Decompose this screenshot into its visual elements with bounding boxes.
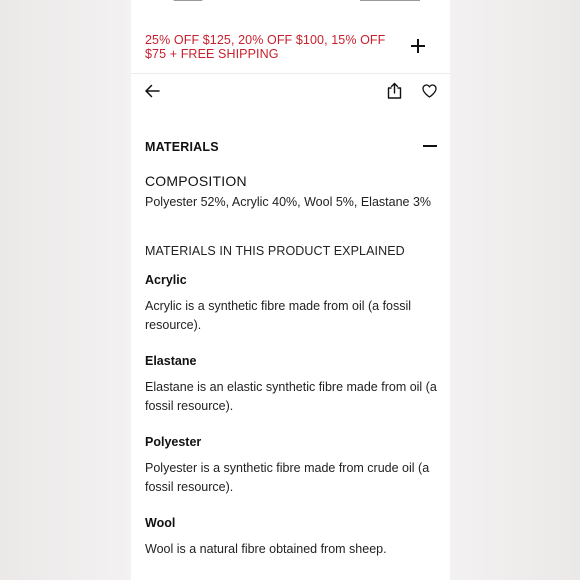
status-bar bbox=[131, 0, 450, 4]
status-icons-remnant bbox=[360, 0, 420, 1]
minus-icon[interactable] bbox=[423, 145, 437, 147]
composition-title: COMPOSITION bbox=[145, 173, 247, 189]
heart-icon[interactable] bbox=[422, 84, 437, 98]
composition-value: Polyester 52%, Acrylic 40%, Wool 5%, Elastane 3% bbox=[145, 195, 432, 209]
material-description: Elastane is an elastic synthetic fibre made from oil (a fossil resource). bbox=[145, 380, 437, 413]
material-description: Polyester is a synthetic fibre made from crude oil (a fossil resource). bbox=[145, 461, 430, 494]
material-item-wool bbox=[145, 516, 440, 559]
header-divider bbox=[131, 73, 450, 74]
material-item-acrylic bbox=[145, 273, 440, 335]
material-item-polyester bbox=[145, 435, 440, 497]
plus-icon[interactable] bbox=[411, 39, 425, 53]
material-description: Wool is a natural fibre obtained from sheep. bbox=[145, 542, 387, 556]
material-item-elastane bbox=[145, 354, 440, 416]
material-name: Wool bbox=[145, 516, 176, 530]
material-name: Elastane bbox=[145, 354, 197, 368]
status-time-remnant bbox=[173, 0, 203, 1]
share-icon[interactable] bbox=[387, 82, 402, 99]
materials-section-title[interactable]: MATERIALS bbox=[145, 140, 219, 154]
material-name: Acrylic bbox=[145, 273, 187, 287]
promo-banner-text[interactable]: 25% OFF $125, 20% OFF $100, 15% OFF $75 + FREE SHIPPING bbox=[145, 33, 386, 61]
background-right bbox=[450, 0, 580, 580]
material-description: Acrylic is a synthetic fibre made from oil (a fossil resource). bbox=[145, 299, 412, 332]
materials-explained-title: MATERIALS IN THIS PRODUCT EXPLAINED bbox=[145, 244, 405, 258]
arrow-left-icon[interactable] bbox=[144, 83, 160, 99]
material-name: Polyester bbox=[145, 435, 202, 449]
phone-screen bbox=[131, 0, 450, 580]
background-left bbox=[0, 0, 131, 580]
